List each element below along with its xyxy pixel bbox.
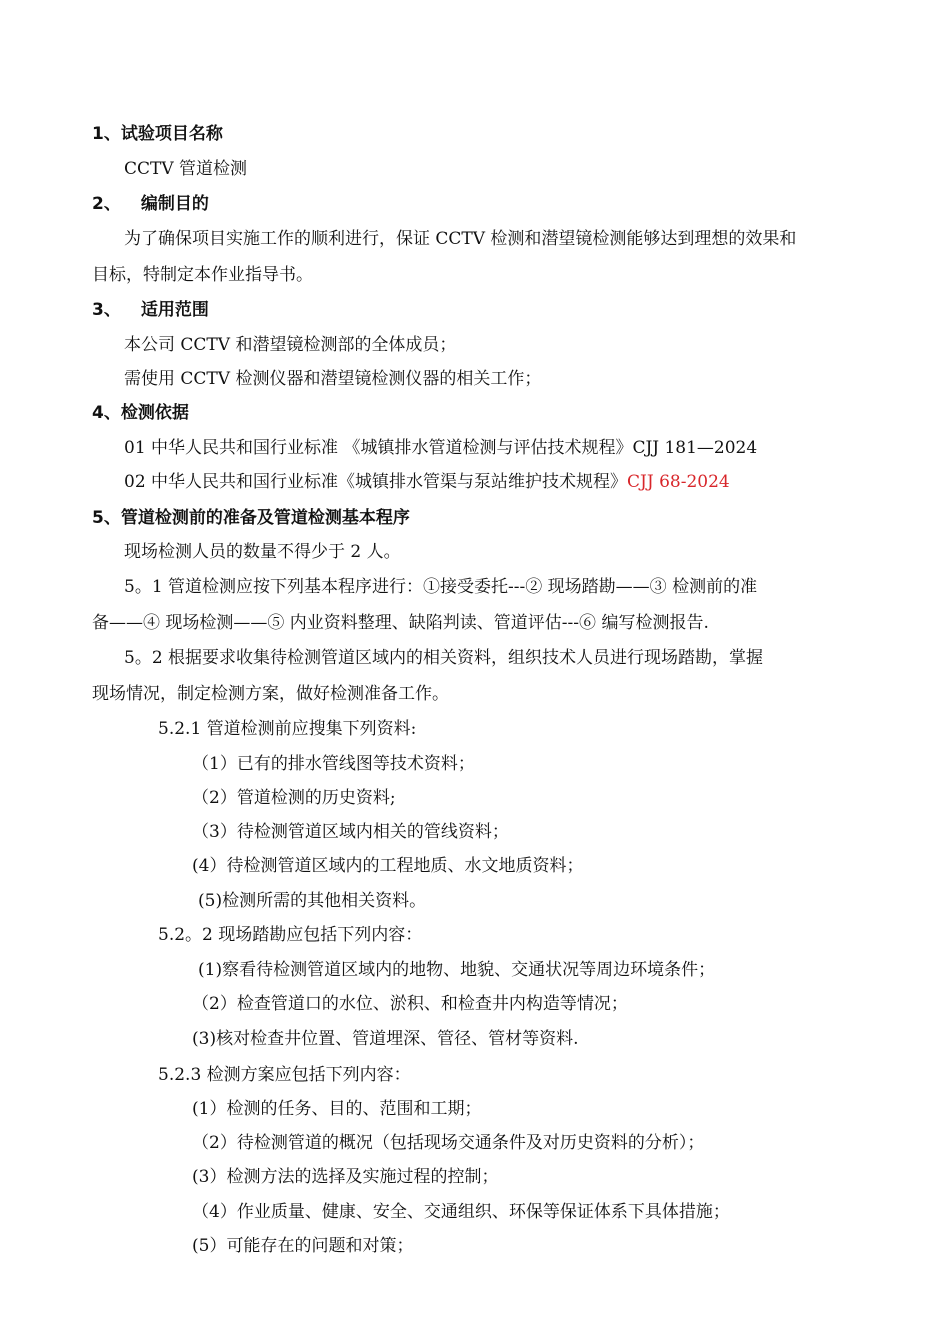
list-item: (4）待检测管道区域内的工程地质、水文地质资料； [192, 856, 584, 876]
list-item: （2）检查管道口的水位、淤积、和检查井内构造等情况； [192, 994, 628, 1014]
section-3-line-1: 本公司 CCTV 和潜望镜检测部的全体成员； [124, 335, 457, 355]
section-3-number: 3、 [92, 300, 121, 320]
section-5-2-line-1: 5。2 根据要求收集待检测管道区域内的相关资料，组织技术人员进行现场踏勘，掌握 [124, 648, 764, 668]
list-item: （1）已有的排水管线图等技术资料； [192, 754, 475, 774]
reference-1: 01 中华人民共和国行业标准 《城镇排水管道检测与评估技术规程》CJJ 181—2024 [124, 438, 758, 458]
section-1-body: CCTV 管道检测 [124, 159, 248, 179]
heading-section-2 [92, 192, 209, 216]
list-item: （3）待检测管道区域内相关的管线资料； [192, 822, 509, 842]
heading-section-4: 4、检测依据 [92, 403, 189, 423]
heading-section-5: 5、管道检测前的准备及管道检测基本程序 [92, 508, 410, 528]
section-5-1-line-1: 5。1 管道检测应按下列基本程序进行：①接受委托---② 现场踏勘——③ 检测前的准 [124, 577, 758, 597]
list-item: （4）作业质量、健康、安全、交通组织、环保等保证体系下具体措施； [192, 1202, 730, 1222]
section-5-paragraph-0: 现场检测人员的数量不得少于 2 人。 [124, 542, 401, 562]
list-item: （2）待检测管道的概况（包括现场交通条件及对历史资料的分析）； [192, 1133, 705, 1153]
list-item: (3）检测方法的选择及实施过程的控制； [192, 1167, 499, 1187]
heading-section-3 [92, 298, 209, 322]
reference-2 [124, 470, 730, 494]
section-2-line-2: 目标，特制定本作业指导书。 [92, 265, 313, 285]
list-item: (5)检测所需的其他相关资料。 [198, 891, 427, 911]
list-item: （2）管道检测的历史资料; [192, 788, 396, 808]
list-item: (3)核对检查井位置、管道埋深、管径、管材等资料. [192, 1029, 579, 1049]
reference-2-title: 02 中华人民共和国行业标准《城镇排水管渠与泵站维护技术规程》 [124, 472, 628, 492]
section-2-line-1: 为了确保项目实施工作的顺利进行，保证 CCTV 检测和潜望镜检测能够达到理想的效果和 [124, 229, 797, 249]
section-2-number: 2、 [92, 194, 121, 214]
section-3-title: 适用范围 [140, 300, 209, 320]
list-item: (1）检测的任务、目的、范围和工期； [192, 1099, 482, 1119]
subsection-5-2-2-title: 5.2。2 现场踏勘应包括下列内容： [158, 925, 423, 945]
section-5-1-line-2: 备——④ 现场检测——⑤ 内业资料整理、缺陷判读、管道评估---⑥ 编写检测报告. [92, 613, 709, 633]
section-2-title: 编制目的 [140, 194, 209, 214]
section-5-2-line-2: 现场情况，制定检测方案，做好检测准备工作。 [92, 684, 449, 704]
reference-2-code: CJJ 68-2024 [627, 472, 730, 492]
section-3-line-2: 需使用 CCTV 检测仪器和潜望镜检测仪器的相关工作； [124, 369, 542, 389]
list-item: (1)察看待检测管道区域内的地物、地貌、交通状况等周边环境条件； [198, 960, 716, 980]
subsection-5-2-3-title: 5.2.3 检测方案应包括下列内容： [158, 1065, 411, 1085]
list-item: (5）可能存在的问题和对策； [192, 1236, 414, 1256]
subsection-5-2-1-title: 5.2.1 管道检测前应搜集下列资料: [158, 719, 417, 739]
heading-section-1: 1、试验项目名称 [92, 124, 223, 144]
